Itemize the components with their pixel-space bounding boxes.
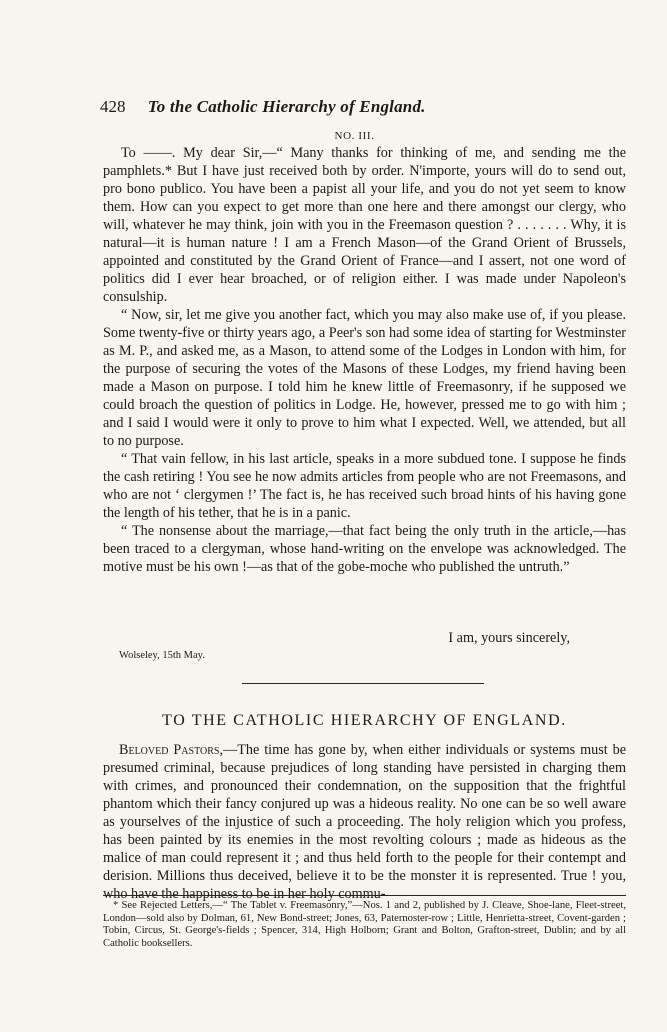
article-title: TO THE CATHOLIC HIERARCHY OF ENGLAND. bbox=[162, 712, 567, 729]
letter-number-heading: NO. III. bbox=[334, 130, 375, 142]
footnote bbox=[103, 900, 626, 950]
letter-closing bbox=[103, 629, 626, 665]
letter-signature: I am, yours sincerely, bbox=[448, 630, 570, 646]
running-title: To the Catholic Hierarchy of England. bbox=[147, 97, 426, 116]
footnote-divider bbox=[103, 895, 626, 896]
article-body bbox=[103, 741, 626, 903]
article-text: —The time has gone by, when either individuals or systems must be presumed criminal, because prejudices of long standing have persisted in charging them with crimes, and pronounced their condemnation, on the supposition that the frightful phantom which their fancy conjured up was a hideous reality. No one can be so well aware as yourselves of the injustice of such a proceeding. The holy religion which you profess, has been painted by its enemies in the most revolting colours ; made as hideous as the malice of man could represent it ; and thus held forth to the people for their contempt and derision. Millions thus deceived, believe it to be the monster it is represented. True ! you, who have the happiness to be in her holy commu- bbox=[103, 742, 627, 902]
footnote-text: * See Rejected Letters,—“ The Tablet v. Freemasonry,”—Nos. 1 and 2, published by J. Cleave, Shoe-lane, Fleet-street, London—sold also by Dolman, 61, New Bond-street; Jones, 63, Paternoster-row ; Little, Henrietta-street, Covent-garden ; Tobin, Circus, St. George's-fields ; Spencer, 314, High Holborn; Grant and Bolton, Grafton-street, Dublin; and by all Catholic booksellers. bbox=[103, 900, 626, 949]
article-paragraph bbox=[103, 741, 626, 903]
letter-paragraph-2: “ Now, sir, let me give you another fact, which you may also make use of, if you please. Some twenty-five or thirty years ago, a Peer's son had some idea of starting for Westminster as M. P., and asked me, as a Mason, to attend some of the Lodges in London with him, for the purpose of securing the votes of the Masons of these Lodges, my friend having been made a Mason on purpose. I told him he knew little of Freemasonry, if he supposed we could broach the question of politics in Lodge. He, however, pressed me to go with him ; and I said I would were it only to prove to him what I expected. Well, we attended, but all to no purpose. bbox=[103, 307, 626, 449]
article-salutation: Beloved Pastors, bbox=[119, 742, 224, 758]
letter-paragraph-3: “ That vain fellow, in his last article, speaks in a more subdued tone. I suppose he finds the cash retiring ! You see he now admits articles from people who are not Freemasons, and who are not ‘ clergymen !’ The fact is, he has received such broad hints of his having gone the length of his tether, that he is in a panic. bbox=[103, 451, 626, 521]
letter-paragraph-4: “ The nonsense about the marriage,—that fact being the only truth in the article,—has been traced to a clergyman, whose hand-writing on the envelope was acknowledged. The motive must be his own !—as that of the gobe-moche who published the untruth.” bbox=[103, 523, 626, 575]
section-divider bbox=[242, 683, 484, 684]
letter-paragraph-1: To ——. My dear Sir,—“ Many thanks for thinking of me, and sending me the pamphlets.* But I have just received both by order. N'importe, yours will do to send out, pro bono publico. You have been a papist all your life, and you do not yet seem to know them. How can you expect to get more than one here and there amongst our clergy, who will, whatever he may think, join with you in the Freemason question ? . . . . . . . Why, it is natural—it is human nature ! I am a French Mason—of the Grand Orient of Brussels, appointed and constituted by the Grand Orient of France—and I assert, not one word of politics did I ever hear broached, or of religion either. I was made under Napoleon's consulship. bbox=[103, 145, 626, 305]
letter-place-date: Wolseley, 15th May. bbox=[119, 650, 205, 661]
letter-body bbox=[103, 144, 626, 576]
page-number: 428 bbox=[100, 97, 126, 116]
running-head bbox=[100, 97, 620, 117]
